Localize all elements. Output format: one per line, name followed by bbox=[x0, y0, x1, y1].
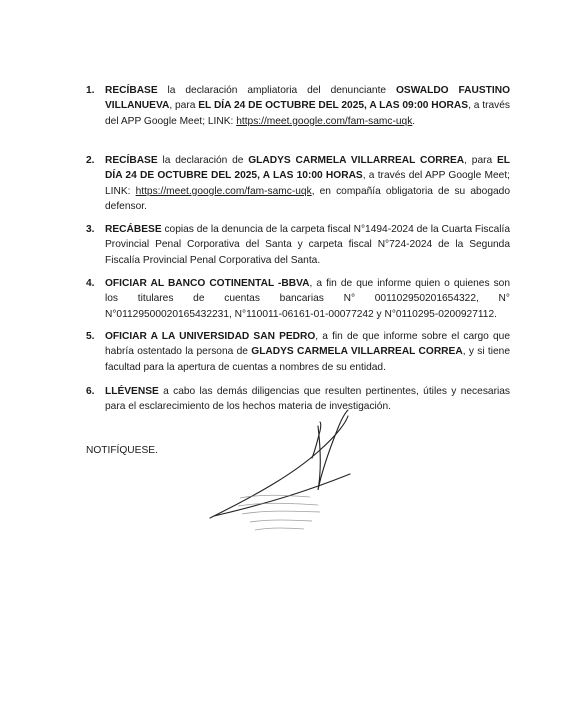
body-text: , y si tiene facultad para la apertura de cuentas a nombres de su entidad. bbox=[105, 346, 510, 373]
meet-link[interactable]: https://meet.google.com/fam-samc-uqk bbox=[135, 185, 312, 197]
item-number: 1. bbox=[86, 85, 95, 96]
item-number: 2. bbox=[86, 155, 95, 166]
body-text: , para bbox=[464, 155, 497, 166]
body-text: , para bbox=[169, 100, 199, 112]
emphasis-text: EL DÍA 24 DE OCTUBRE DEL 2025, A LAS 10:00 HORAS bbox=[105, 155, 510, 182]
item-text bbox=[105, 276, 510, 322]
item-text bbox=[105, 222, 510, 268]
emphasis-text: GLADYS CARMELA VILLARREAL CORREA bbox=[251, 346, 463, 358]
emphasis-text: OSWALDO FAUSTINO VILLANUEVA bbox=[105, 85, 510, 112]
list-item bbox=[86, 329, 510, 375]
list-item bbox=[86, 222, 510, 268]
body-text: , en compañía obligatoria de su abogado defensor. bbox=[105, 185, 510, 213]
emphasis-text: RECÁBESE bbox=[105, 224, 162, 235]
item-number: 4. bbox=[86, 278, 95, 289]
item-number: 6. bbox=[86, 386, 95, 397]
body-text: , a través del APP Google Meet; LINK: bbox=[105, 100, 511, 127]
emphasis-text: EL DÍA 24 DE OCTUBRE DEL 2025, A LAS 09:00 HORAS bbox=[198, 100, 469, 112]
body-text: la declaración ampliatoria del denunciante bbox=[157, 85, 396, 96]
body-text: , a fin de que informe sobre el cargo que habría ostentado la persona de bbox=[105, 331, 510, 358]
body-text: , a través del APP Google Meet; LINK: bbox=[105, 170, 510, 197]
item-number: 3. bbox=[86, 224, 95, 235]
list-item bbox=[86, 276, 510, 322]
list-item bbox=[86, 83, 510, 129]
signature-stamp bbox=[200, 398, 420, 558]
body-text: la declaración de bbox=[157, 155, 249, 166]
signoff: NOTIFÍQUESE. bbox=[86, 445, 158, 456]
body-text: . bbox=[412, 115, 416, 127]
list-item bbox=[86, 153, 510, 215]
body-text: a cabo las demás diligencias que resulten pertinentes, útiles y necesarias para el esclarecimiento de los hechos materia de investigación. bbox=[105, 386, 510, 413]
emphasis-text: LLÉVENSE bbox=[105, 386, 159, 397]
body-text: copias de la denuncia de la carpeta fiscal N°1494-2024 de la Cuarta Fiscalía Provincial Penal Corporativa del Santa y carpeta fiscal N°724-2024 de la Segunda Fiscalía Provincial Penal Corporativa del Santa. bbox=[105, 224, 511, 266]
emphasis-text: OFICIAR A LA UNIVERSIDAD SAN PEDRO bbox=[105, 331, 316, 342]
item-number: 5. bbox=[86, 331, 95, 342]
emphasis-text: RECÍBASE bbox=[105, 155, 158, 166]
emphasis-text: OFICIAR AL BANCO COTINENTAL -BBVA bbox=[105, 278, 310, 289]
item-text bbox=[105, 153, 510, 215]
item-text bbox=[105, 329, 510, 375]
body-text: , a fin de que informe quien o quienes son los titulares de cuentas bancarias N° 001102950201654322, N° N°01129500020165432231, N°110011-06161-01-00077242 y N°0110295-0200927112. bbox=[105, 278, 510, 320]
emphasis-text: GLADYS CARMELA VILLARREAL CORREA bbox=[248, 155, 465, 166]
meet-link[interactable]: https://meet.google.com/fam-samc-uqk bbox=[236, 115, 413, 127]
emphasis-text: RECÍBASE bbox=[105, 85, 158, 96]
item-text bbox=[105, 83, 510, 129]
